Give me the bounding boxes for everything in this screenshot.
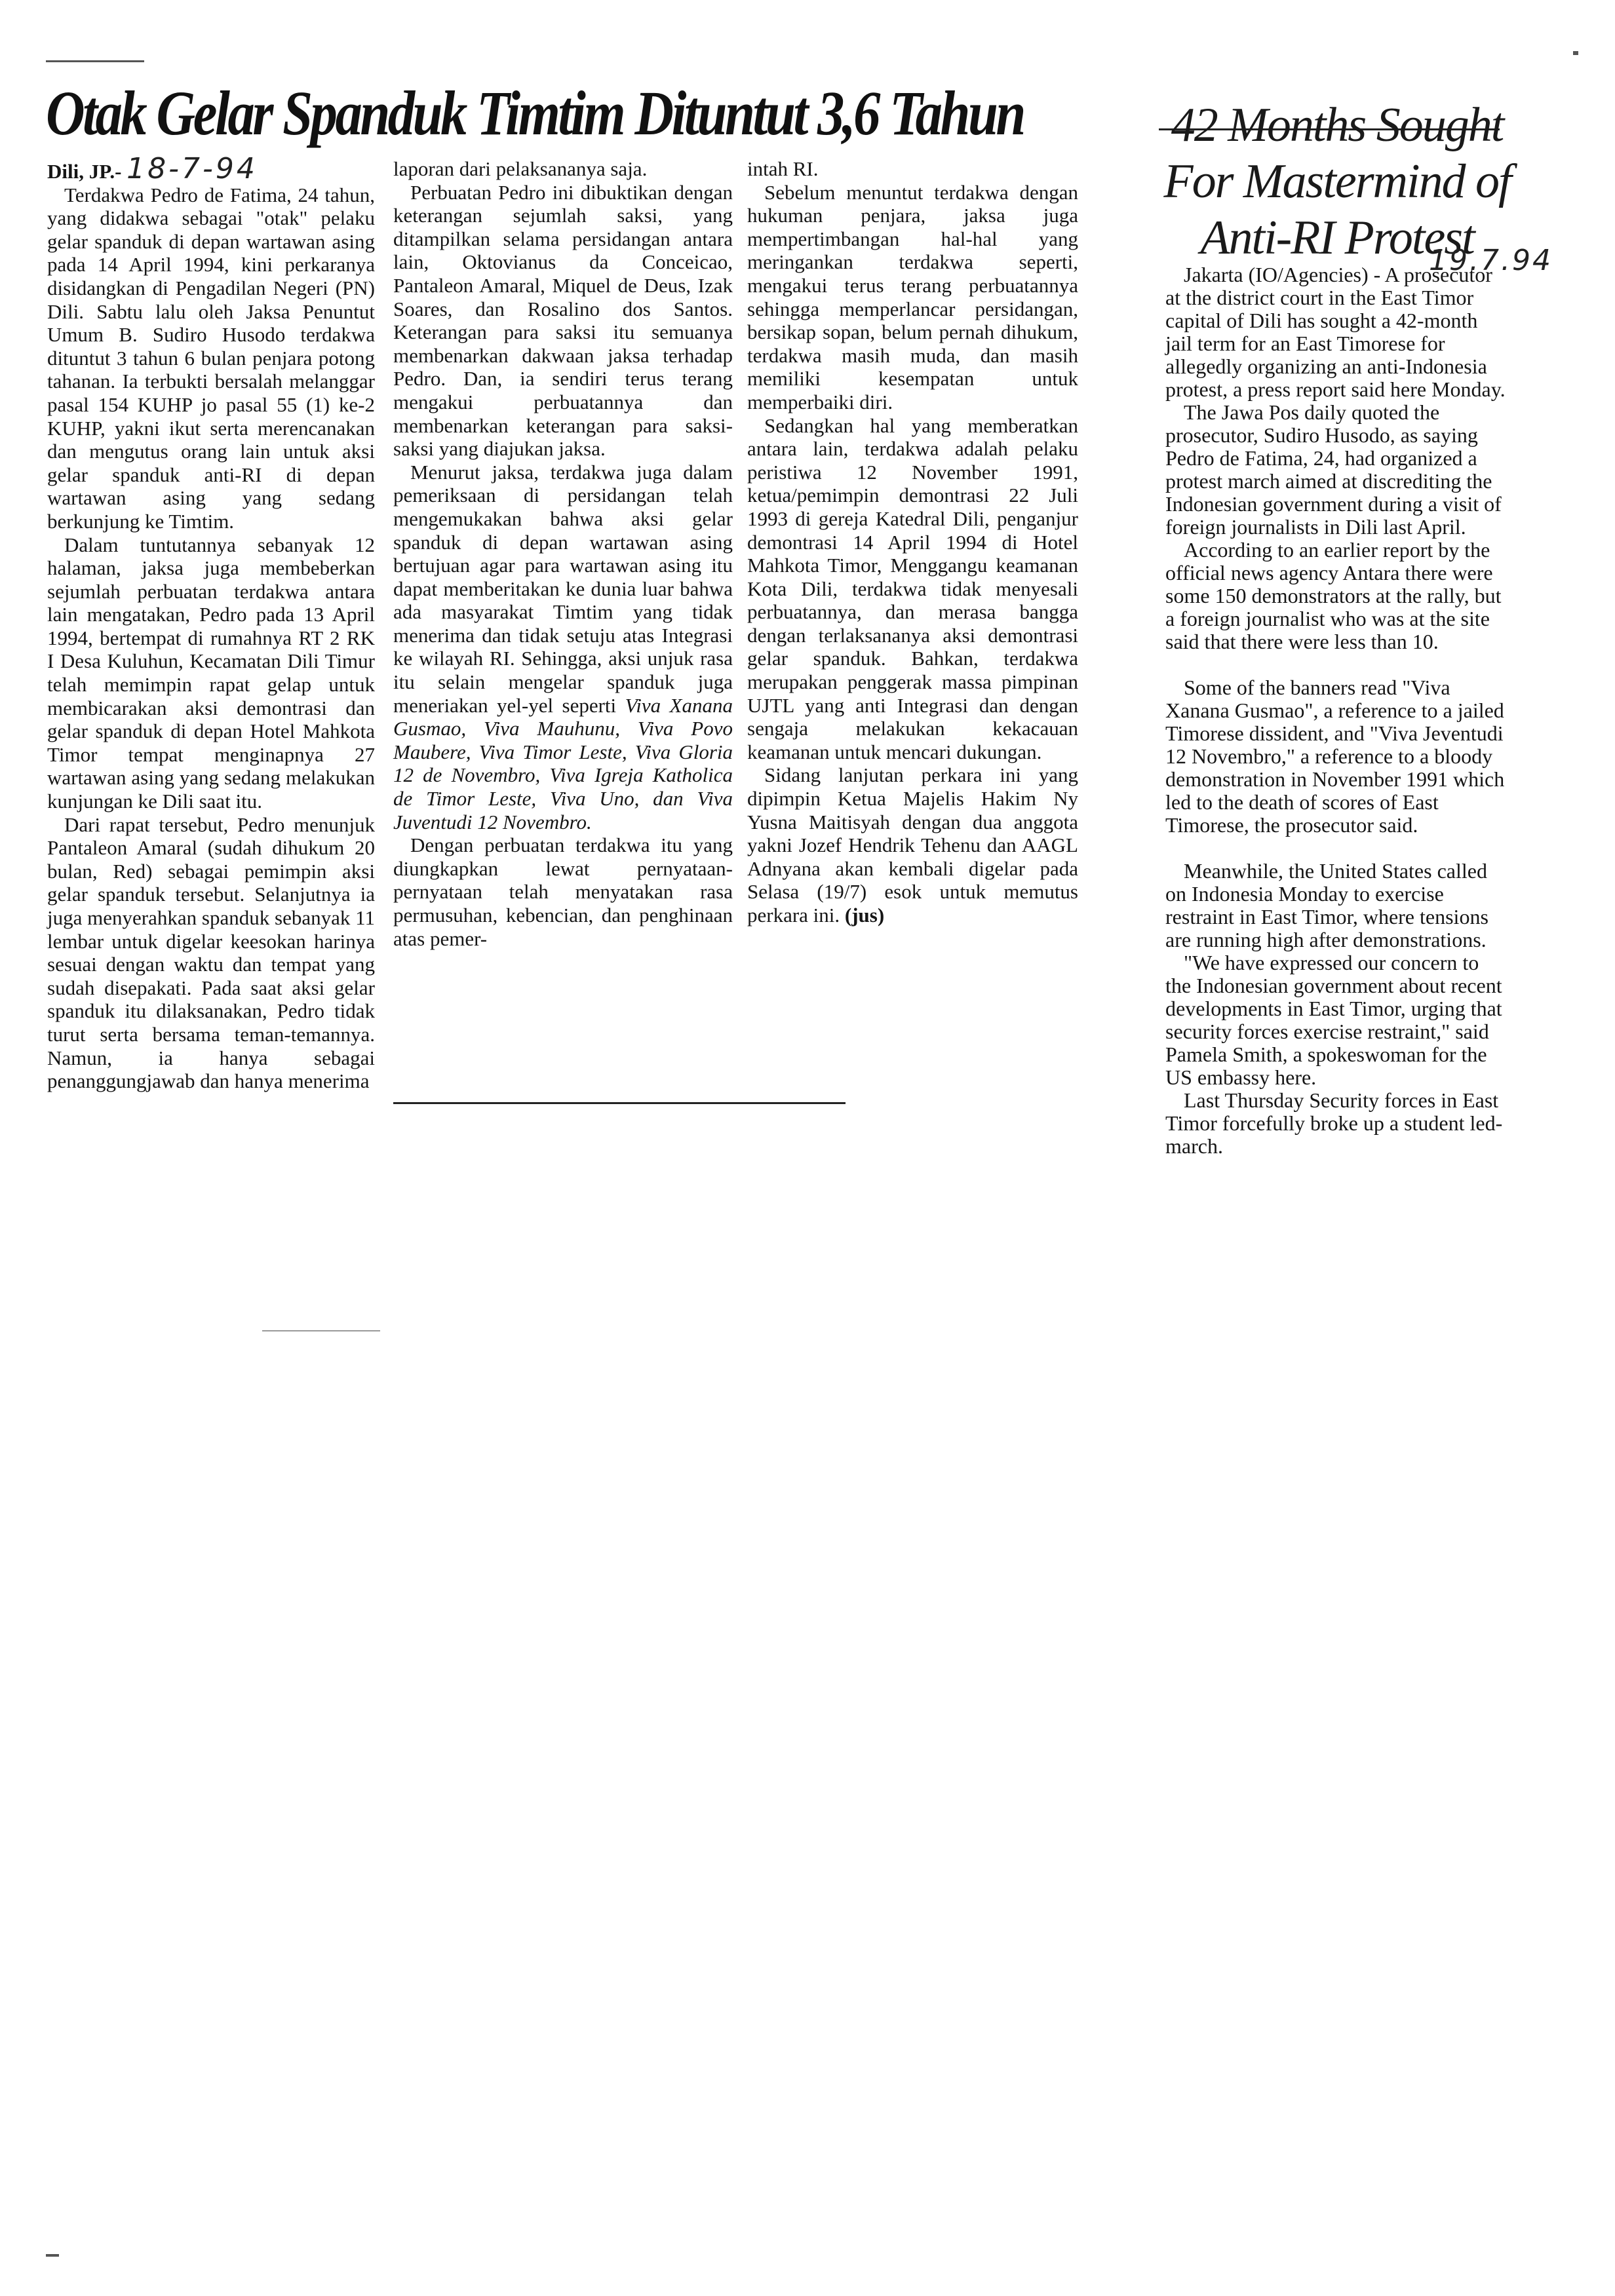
- paragraph: intah RI.: [747, 157, 819, 180]
- article-column-2: [393, 157, 733, 950]
- paragraph: "We have expressed our concern to the Indonesian government about recent developments in East Timor, urging that security forces exercise restraint," said Pamela Smith, a spokeswoman for the US embassy here.: [1165, 951, 1502, 1089]
- headline-line: Anti-RI Protest: [1200, 211, 1474, 265]
- paragraph: Dengan perbuatan terdakwa itu yang diungkapkan lewat pernyataan-pernyataan telah menyatakan rasa permusuhan, kebencian, dan penghinaan atas pemer-: [393, 833, 733, 950]
- paragraph: According to an earlier report by the official news agency Antara there were some 150 demonstrators at the rally, but a foreign journalist who was at the site said that there were less than 10.: [1165, 538, 1502, 653]
- paragraph: Sedangkan hal yang memberatkan antara lain, terdakwa adalah pelaku peristiwa 12 November 1991, ketua/pemimpin demontrasi 22 Juli 1993 di gereja Katedral Dili, penganjur demontrasi 14 April 1994 di Hotel Mahkota Timor, Menggangu keamanan Kota Dili, terdakwa tidak menyesali perbuatannya, dan merasa bangga dengan terlaksananya aksi demontrasi gelar spanduk. Bahkan, terdakwa merupakan penggerak massa pimpinan UJTL yang anti Integrasi dan dengan sengaja melakukan kekacauan keamanan untuk mencari dukungan.: [747, 413, 1078, 763]
- paragraph: Perbuatan Pedro ini dibuktikan dengan keterangan sejumlah saksi, yang ditampilkan selama persidangan antara lain, Oktovianus da Conceicao, Pantaleon Amaral, Miquel de Deus, Izak Soares, dan Rosalino dos Santos. Keterangan para saksi itu semuanya membenarkan dakwaan jaksa terhadap Pedro. Dan, ia sendiri terus terang mengakui perbuatannya dan membenarkan keterangan para saksi-saksi yang diajukan jaksa.: [393, 180, 733, 461]
- scan-speck: [1573, 51, 1578, 55]
- paragraph: laporan dari pelaksananya saja.: [393, 157, 648, 180]
- paragraph: Last Thursday Security forces in East Timor forcefully broke up a student led-march.: [1165, 1088, 1503, 1158]
- paragraph: [393, 461, 733, 834]
- paragraph: Dari rapat tersebut, Pedro menunjuk Pantaleon Amaral (sudah dihukum 20 bulan, Red) sebagai pemimpin aksi gelar spanduk tersebut. Selanjutnya ia juga menyerahkan spanduk sebanyak 11 lembar untuk digelar keesokan harinya sesuai dengan waktu dan tempat yang sudah disepakati. Pada saat aksi gelar spanduk itu dilaksanakan, Pedro tidak turut serta bersama teman-temannya. Namun, ia hanya sebagai penanggungjawab dan hanya menerima: [47, 813, 375, 1093]
- article-column-1: [47, 152, 375, 1093]
- scan-speck: [46, 2254, 59, 2257]
- paragraph: [747, 763, 1078, 927]
- headline-english: [1154, 97, 1521, 266]
- article-column-3: [747, 157, 1078, 927]
- chant-list: Viva Xanana Gusmao, Viva Mauhunu, Viva Povo Maubere, Viva Timor Leste, Viva Gloria 12 de Novembro, Viva Igreja Katholica de Timor Leste, Viva Uno, dan Viva Juventudi 12 Novembro.: [393, 693, 733, 833]
- paragraph-text: Menurut jaksa, terdakwa juga dalam pemeriksaan di persidangan telah mengemukakan bahwa aksi gelar spanduk di depan wartawan asing bertujuan agar para wartawan asing itu dapat memberitakan ke dunia luar bahwa ada masyarakat Timtim yang tidak menerima dan tidak setuju atas Integrasi ke wilayah RI. Sehingga, aksi unjuk rasa itu selain mengelar spanduk juga meneriakan yel-yel seperti: [393, 460, 733, 717]
- signoff: (jus): [844, 904, 885, 927]
- scan-speck: [46, 60, 144, 62]
- column-end-rule: [262, 1330, 380, 1331]
- headline-indonesian: Otak Gelar Spanduk Timtim Dituntut 3,6 Tahun: [46, 78, 1024, 148]
- headline-line: 42 Months Sought: [1171, 98, 1504, 152]
- headline-line: For Mastermind of: [1163, 155, 1511, 208]
- paragraph: The Jawa Pos daily quoted the prosecutor, Sudiro Husodo, as saying Pedro de Fatima, 24, had organized a protest march aimed at discrediting the Indonesian government during a visit of foreign journalists in Dili last April.: [1165, 400, 1502, 539]
- column-end-rule: [393, 1102, 846, 1104]
- paragraph: Sebelum menuntut terdakwa dengan hukuman penjara, jaksa juga mempertimbangan hal-hal yang meringankan terdakwa seperti, mengakui terus terang perbuatannya sehingga memperlancar persidangan, bersikap sopan, belum pernah dihukum, terdakwa masih muda, dan masih memiliki kesempatan untuk memperbaiki diri.: [747, 180, 1078, 413]
- sidebar-column: [1165, 263, 1506, 1158]
- paragraph: Jakarta (IO/Agencies) - A prosecutor at the district court in the East Timor capital of Dili has sought a 42-month jail term for an East Timorese for allegedly organizing an anti-Indonesia protest, a press report said here Monday.: [1165, 263, 1506, 401]
- paragraph-text: Sidang lanjutan perkara ini yang dipimpin Ketua Majelis Hakim Ny Yusna Maitisyah dengan dua anggota yakni Jozef Hendrik Tehenu dan AAGL Adnyana akan kembali digelar pada Selasa (19/7) esok untuk memutus perkara ini.: [747, 763, 1078, 927]
- handwritten-date: 18-7-94: [126, 152, 258, 185]
- dateline: Dili, JP.-: [47, 160, 122, 183]
- paragraph: Dalam tuntutannya sebanyak 12 halaman, jaksa juga membeberkan sejumlah perbuatan terdakwa antara lain mengatakan, Pedro pada 13 April 1994, bertempat di rumahnya RT 2 RK I Desa Kuluhun, Kecamatan Dili Timur telah memimpin rapat gelap untuk membicarakan aksi demontrasi dan gelar spanduk di depan Hotel Mahkota Timor tempat menginapnya 27 wartawan asing yang sedang melakukan kunjungan ke Dili saat itu.: [47, 533, 375, 813]
- handwritten-date: 19.7.94: [1429, 244, 1553, 277]
- paragraph: Meanwhile, the United States called on Indonesia Monday to exercise restraint in East Timor, where tensions are running high after demonstrations.: [1165, 859, 1489, 951]
- paragraph: Some of the banners read "Viva Xanana Gusmao", a reference to a jailed Timorese dissident, and "Viva Jeventudi 12 Novembro," a reference to a bloody demonstration in November 1991 which led to the death of scores of East Timorese, the prosecutor said.: [1165, 676, 1505, 837]
- paragraph: Terdakwa Pedro de Fatima, 24 tahun, yang didakwa sebagai "otak" pelaku gelar spanduk di depan wartawan asing pada 14 April 1994, kini perkaranya disidangkan di Pengadilan Negeri (PN) Dili. Sabtu lalu oleh Jaksa Penuntut Umum B. Sudiro Husodo terdakwa dituntut 3 tahun 6 bulan penjara potong tahanan. Ia terbukti bersalah melanggar pasal 154 KUHP jo pasal 55 (1) ke-2 KUHP, yakni ikut serta merencanakan dan mengutus orang lain untuk aksi gelar spanduk anti-RI di depan wartawan asing yang sedang berkunjung ke Timtim.: [47, 183, 375, 533]
